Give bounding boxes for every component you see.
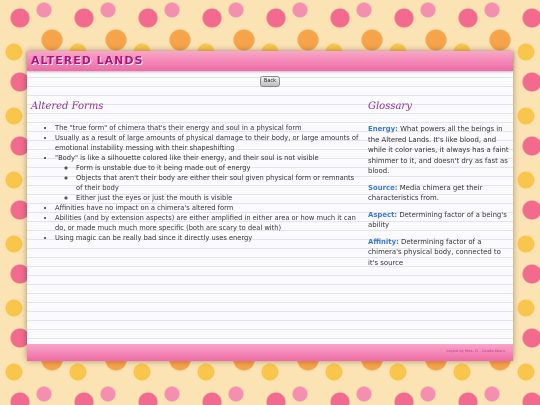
glossary-entry: [368, 237, 510, 269]
glossary-content: [368, 124, 510, 274]
list-item-text: "Body" is like a silhouette colored like their energy, and their soul is not visible: [55, 154, 319, 162]
list-item: • Affinities have no impact on a chimera's altered form: [55, 203, 361, 213]
glossary-term: Energy:: [368, 125, 398, 133]
glossary-term: Aspect:: [368, 210, 398, 219]
list-item: • Usually as a result of large amounts of physical damage to their body, or large amounts of emotional instability messing with their shapeshifting: [55, 133, 361, 153]
glossary-definition: Determining factor of a chimera's physical body, connected to it's source: [368, 237, 501, 267]
glossary-definition: Media chimera get their characteristics from.: [368, 183, 483, 202]
glossary-entry: [368, 183, 510, 204]
main-content: [31, 123, 361, 243]
list-item: [55, 153, 361, 203]
altered-forms-list: [31, 123, 361, 243]
list-item: • Abilities (and by extension aspects) are either amplified in either area or how much it can do, or made much much more specific (both are scary to deal with): [55, 213, 361, 233]
glossary-term: Source:: [368, 183, 398, 192]
list-item: • The "true form" of chimera that's their energy and soul in a physical form: [55, 123, 361, 133]
glossary-definition: Determining factor of a being's ability: [368, 210, 507, 229]
section-title-glossary: Glossary: [368, 101, 412, 112]
section-title-altered-forms: Altered Forms: [31, 101, 104, 112]
glossary-term: Affinity:: [368, 237, 399, 246]
back-button[interactable]: Back: [260, 76, 280, 87]
sub-list: [55, 163, 361, 203]
glossary-definition: What powers all the beings in the Altered Lands. It's like blood, and while it color varies, it always has a faint shimmer to it, and doesn't dry as fast as blood.: [368, 125, 509, 175]
sub-list-item: ◦ Form is unstable due to it being made out of energy: [76, 163, 361, 173]
glossary-entry: [368, 124, 510, 177]
footer-bar: [27, 344, 513, 361]
header-bar: [27, 51, 513, 71]
layout-credit[interactable]: Layout by Miss. Ci - Cicada-Kaoru: [446, 349, 505, 353]
sub-list-item: ◦ Objects that aren't their body are either their soul given physical form or remnants of their body: [76, 173, 361, 193]
site-title: ALTERED LANDS: [31, 54, 144, 67]
list-item: • Using magic can be really bad since it directly uses energy: [55, 233, 361, 243]
sub-list-item: ◦ Either just the eyes or just the mouth is visible: [76, 193, 361, 203]
glossary-entry: [368, 210, 510, 231]
